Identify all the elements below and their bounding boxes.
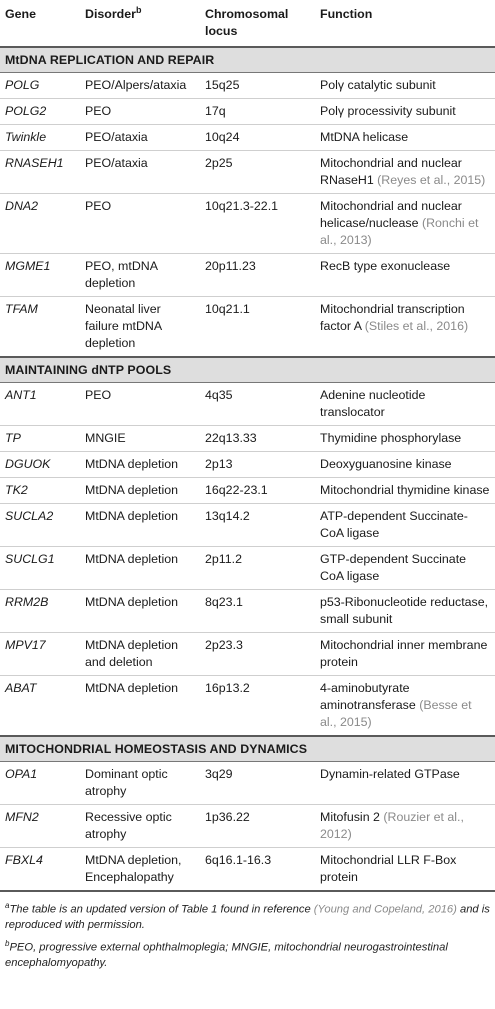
header-gene: Gene [5, 7, 36, 21]
citation-link[interactable]: (Stiles et al., 2016) [364, 319, 469, 333]
cell-function [315, 297, 495, 358]
cell-locus: 22q13.33 [200, 426, 315, 452]
footnote-a [5, 898, 490, 934]
cell-locus: 8q23.1 [200, 590, 315, 633]
cell-function [315, 590, 495, 633]
table-header-row [0, 0, 495, 47]
header-locus: Chromosomal locus [205, 7, 289, 38]
cell-gene: FBXL4 [0, 848, 80, 892]
table-row [0, 99, 495, 125]
section-title: MAINTAINING dNTP POOLS [0, 357, 495, 383]
cell-disorder: PEO/ataxia [80, 125, 200, 151]
function-text: ATP-dependent Succinate-CoA ligase [320, 509, 468, 540]
section-header-row [0, 47, 495, 73]
cell-gene: TK2 [0, 478, 80, 504]
cell-locus: 1p36.22 [200, 805, 315, 848]
footnote-a-citation[interactable]: (Young and Copeland, 2016) [313, 903, 457, 916]
function-text: Mitofusin 2 [320, 810, 380, 824]
table-row [0, 426, 495, 452]
cell-disorder: MtDNA depletion [80, 676, 200, 737]
cell-function [315, 151, 495, 194]
cell-disorder: Neonatal liver failure mtDNA depletion [80, 297, 200, 358]
cell-disorder: MtDNA depletion [80, 478, 200, 504]
cell-locus: 6q16.1-16.3 [200, 848, 315, 892]
footnote-b-mark: b [5, 938, 10, 948]
function-text: Adenine nucleotide translocator [320, 388, 426, 419]
cell-disorder: PEO [80, 383, 200, 426]
cell-gene: RNASEH1 [0, 151, 80, 194]
citation-link[interactable]: (Besse et al., 2015) [320, 698, 472, 729]
cell-function [315, 452, 495, 478]
function-text: Mitochondrial LLR F-Box protein [320, 853, 457, 884]
cell-disorder: PEO/Alpers/ataxia [80, 73, 200, 99]
table-row [0, 478, 495, 504]
cell-gene: DGUOK [0, 452, 80, 478]
cell-disorder: Recessive optic atrophy [80, 805, 200, 848]
cell-gene: DNA2 [0, 194, 80, 254]
function-text: Deoxyguanosine kinase [320, 457, 452, 471]
cell-function [315, 73, 495, 99]
cell-disorder: MtDNA depletion [80, 504, 200, 547]
cell-function [315, 633, 495, 676]
cell-locus: 2p11.2 [200, 547, 315, 590]
footnote-a-text: The table is an updated version of Table 1 found in reference [9, 903, 311, 916]
cell-gene: RRM2B [0, 590, 80, 633]
cell-function [315, 478, 495, 504]
cell-function [315, 547, 495, 590]
header-function: Function [320, 7, 373, 21]
cell-locus: 2p23.3 [200, 633, 315, 676]
cell-gene: MFN2 [0, 805, 80, 848]
cell-function [315, 676, 495, 737]
cell-disorder: PEO [80, 99, 200, 125]
cell-function [315, 504, 495, 547]
cell-locus: 2p25 [200, 151, 315, 194]
table-row [0, 125, 495, 151]
cell-function [315, 762, 495, 805]
table-row [0, 762, 495, 805]
footnote-a-mark: a [5, 901, 10, 910]
function-text: Mitochondrial and nuclear RNaseH1 [320, 156, 462, 187]
cell-locus: 17q [200, 99, 315, 125]
footnote-a-rest: and is reproduced with permission. [5, 903, 490, 932]
cell-function [315, 805, 495, 848]
function-text: Mitochondrial transcription factor A [320, 302, 465, 333]
section-title: MITOCHONDRIAL HOMEOSTASIS AND DYNAMICS [0, 736, 495, 762]
cell-function [315, 383, 495, 426]
table-row [0, 383, 495, 426]
table-row [0, 73, 495, 99]
cell-function [315, 99, 495, 125]
table-row [0, 297, 495, 358]
cell-gene: ANT1 [0, 383, 80, 426]
cell-function [315, 194, 495, 254]
header-disorder [80, 0, 200, 47]
function-text: Mitochondrial inner membrane protein [320, 638, 488, 669]
cell-locus: 10q24 [200, 125, 315, 151]
section-header-row [0, 357, 495, 383]
cell-gene: POLG [0, 73, 80, 99]
cell-gene: TP [0, 426, 80, 452]
cell-gene: POLG2 [0, 99, 80, 125]
table-row [0, 676, 495, 737]
cell-locus: 3q29 [200, 762, 315, 805]
cell-locus: 13q14.2 [200, 504, 315, 547]
footnote-b [5, 936, 490, 972]
cell-locus: 10q21.3-22.1 [200, 194, 315, 254]
function-text: Mitochondrial thymidine kinase [320, 483, 490, 497]
footnote-b-text: PEO, progressive external ophthalmoplegia; MNGIE, mitochondrial neurogastrointestinal encephalomyopathy. [5, 941, 448, 969]
header-disorder-footnote-mark: b [135, 4, 142, 15]
cell-disorder: MNGIE [80, 426, 200, 452]
cell-locus: 20p11.23 [200, 254, 315, 297]
cell-locus: 4q35 [200, 383, 315, 426]
table-row [0, 805, 495, 848]
cell-locus: 16p13.2 [200, 676, 315, 737]
cell-function [315, 848, 495, 892]
function-text: Polγ catalytic subunit [320, 78, 436, 92]
cell-gene: MPV17 [0, 633, 80, 676]
citation-link[interactable]: (Reyes et al., 2015) [377, 173, 486, 187]
table-row [0, 633, 495, 676]
header-disorder-label: Disorder [85, 7, 136, 21]
section-title: MtDNA REPLICATION AND REPAIR [0, 47, 495, 73]
cell-disorder: PEO/ataxia [80, 151, 200, 194]
function-text: GTP-dependent Succinate CoA ligase [320, 552, 467, 583]
function-text: Dynamin-related GTPase [320, 767, 460, 781]
function-text: RecB type exonuclease [320, 259, 451, 273]
cell-gene: TFAM [0, 297, 80, 358]
function-text: Mitochondrial and nuclear helicase/nuclease [320, 199, 462, 230]
cell-gene: OPA1 [0, 762, 80, 805]
table-row [0, 254, 495, 297]
cell-locus: 2p13 [200, 452, 315, 478]
cell-disorder: MtDNA depletion [80, 590, 200, 633]
citation-link[interactable]: (Ronchi et al., 2013) [320, 216, 479, 247]
cell-function [315, 254, 495, 297]
table-row [0, 151, 495, 194]
table-body [0, 47, 495, 891]
citation-link[interactable]: (Rouzier et al., 2012) [320, 810, 464, 841]
section-header-row [0, 736, 495, 762]
cell-gene: ABAT [0, 676, 80, 737]
cell-gene: SUCLA2 [0, 504, 80, 547]
cell-disorder: MtDNA depletion and deletion [80, 633, 200, 676]
function-text: 4-aminobutyrate aminotransferase [320, 681, 416, 712]
cell-disorder: MtDNA depletion, Encephalopathy [80, 848, 200, 892]
cell-disorder: MtDNA depletion [80, 547, 200, 590]
cell-gene: SUCLG1 [0, 547, 80, 590]
cell-disorder: PEO, mtDNA depletion [80, 254, 200, 297]
cell-disorder: MtDNA depletion [80, 452, 200, 478]
table-row [0, 590, 495, 633]
function-text: Polγ processivity subunit [320, 104, 456, 118]
cell-locus: 10q21.1 [200, 297, 315, 358]
cell-function [315, 125, 495, 151]
function-text: Thymidine phosphorylase [320, 431, 462, 445]
footnotes [0, 892, 495, 971]
cell-disorder: Dominant optic atrophy [80, 762, 200, 805]
cell-locus: 16q22-23.1 [200, 478, 315, 504]
cell-function [315, 426, 495, 452]
function-text: p53-Ribonucleotide reductase, small subunit [320, 595, 489, 626]
cell-locus: 15q25 [200, 73, 315, 99]
table-row [0, 504, 495, 547]
table-row [0, 547, 495, 590]
cell-gene: MGME1 [0, 254, 80, 297]
cell-gene: Twinkle [0, 125, 80, 151]
cell-disorder: PEO [80, 194, 200, 254]
table-row [0, 194, 495, 254]
function-text: MtDNA helicase [320, 130, 409, 144]
table-row [0, 848, 495, 892]
table-row [0, 452, 495, 478]
